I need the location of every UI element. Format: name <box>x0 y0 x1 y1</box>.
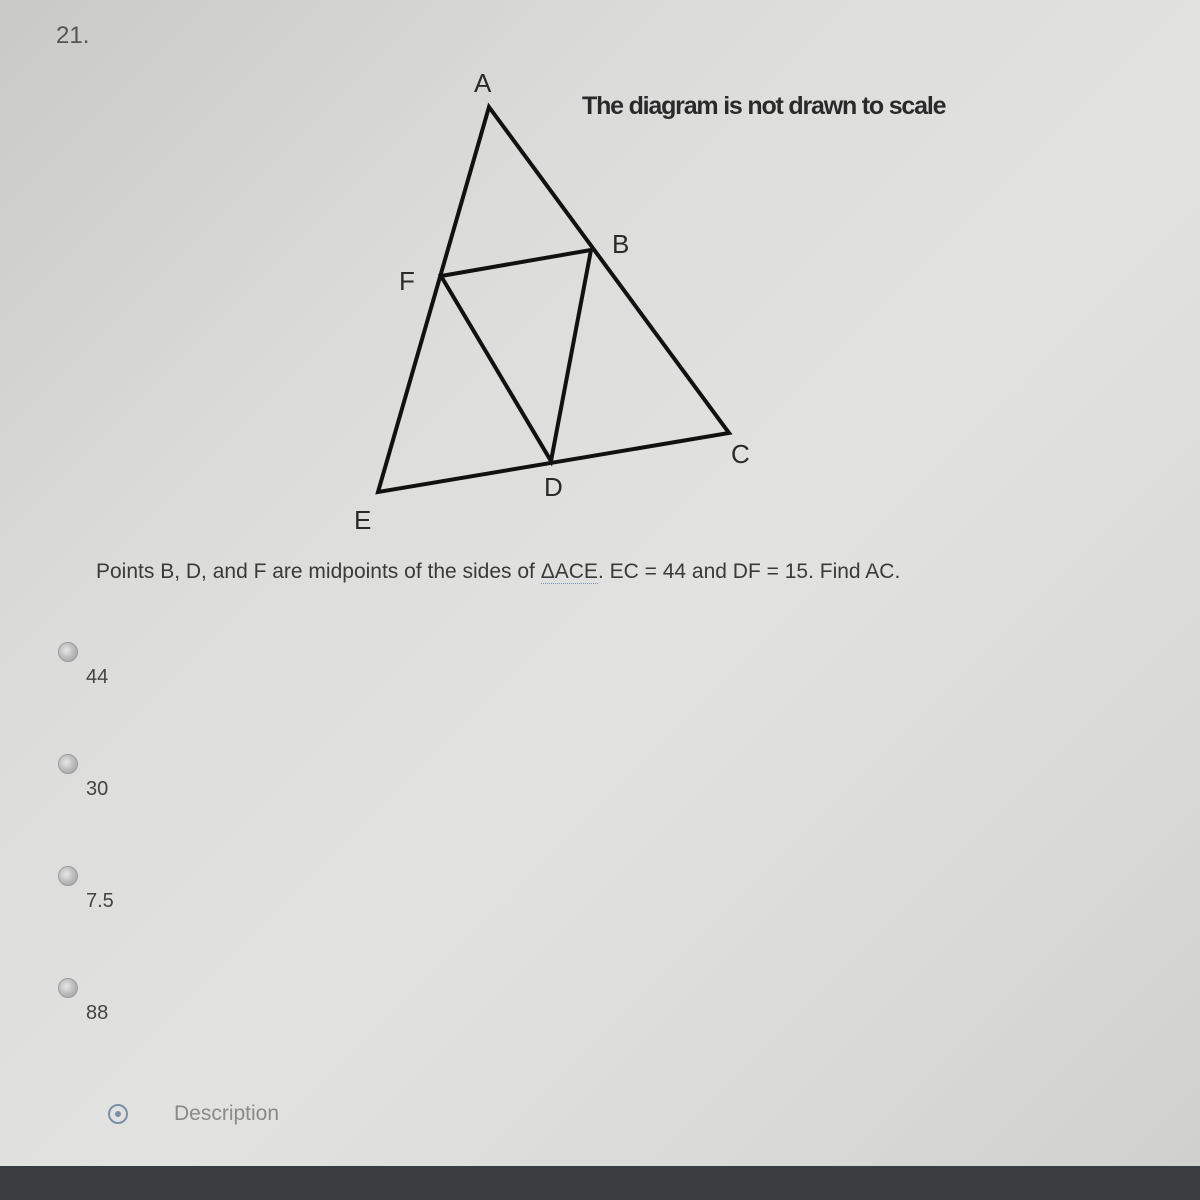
info-icon[interactable] <box>108 1104 128 1124</box>
option-label: 88 <box>86 1002 109 1024</box>
option-88[interactable] <box>0 972 400 1042</box>
label-b: B <box>612 229 630 259</box>
triangle-bdf <box>441 250 591 461</box>
triangle-svg <box>0 0 1200 560</box>
label-a: A <box>474 68 492 98</box>
description-label[interactable]: Description <box>174 1102 280 1125</box>
option-label: 30 <box>86 778 109 800</box>
triangle-diagram <box>0 0 1200 560</box>
option-label: 7.5 <box>86 890 114 912</box>
diagram-note: The diagram is not drawn to scale <box>582 92 946 120</box>
label-c: C <box>731 439 750 469</box>
radio-button[interactable] <box>58 866 78 886</box>
question-number: 21. <box>56 22 90 49</box>
triangle-name: ΔACE <box>540 560 598 583</box>
option-label: 44 <box>86 666 109 688</box>
triangle-ace <box>378 107 729 492</box>
label-f: F <box>399 266 415 296</box>
question-text-after: . EC = 44 and DF = 15. Find AC. <box>597 560 901 583</box>
option-44[interactable] <box>0 636 400 706</box>
question-text-before: Points B, D, and F are midpoints of the sides of <box>96 560 541 583</box>
option-30[interactable] <box>0 748 400 818</box>
radio-button[interactable] <box>58 978 78 998</box>
radio-button[interactable] <box>58 642 78 662</box>
option-7-5[interactable] <box>0 860 400 930</box>
label-d: D <box>544 472 563 502</box>
radio-button[interactable] <box>58 754 78 774</box>
label-e: E <box>354 505 372 535</box>
question-text <box>96 560 900 584</box>
bottom-bar <box>0 1166 1200 1200</box>
